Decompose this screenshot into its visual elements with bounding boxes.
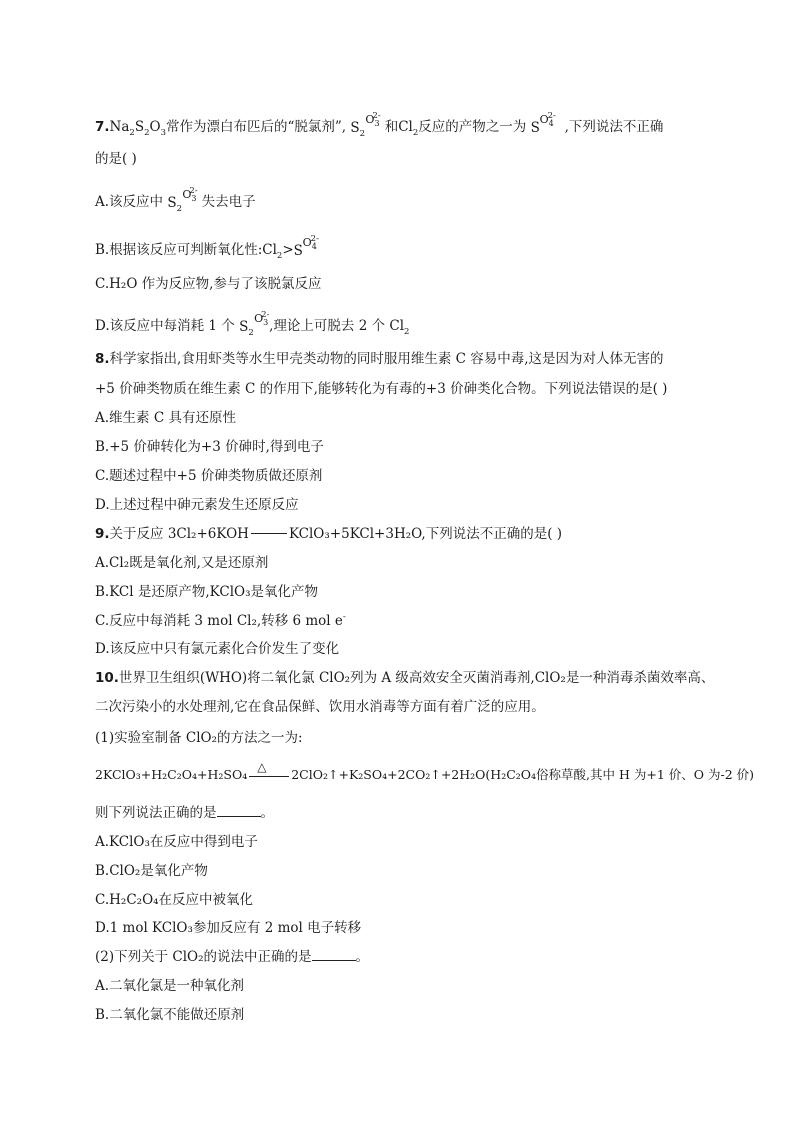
q8-stem-line1 xyxy=(95,350,664,368)
q9-option-b: B.KCl 是还原产物,KClO₃是氧化产物 xyxy=(95,584,319,600)
thiosulfate-ion: $S_2$ $O_3$ 2- xyxy=(239,310,270,338)
sulfate-ion: S $O_4$ 2- xyxy=(530,111,556,136)
q7-text: 3 xyxy=(160,128,166,138)
q10-equation: 2KClO₃+H₂C₂O₄+H₂SO₄ △ 2ClO₂↑+K₂SO₄+2CO₂↑+2H₂O(H₂C₂O₄俗称草酸,其中 H 为+1 价、O 为-2 价) xyxy=(95,760,755,782)
answer-blank[interactable] xyxy=(312,948,356,961)
q10-option-c: C.H₂C₂O₄在反应中被氧化 xyxy=(95,892,254,908)
q8-option-c: C.题述过程中+5 价砷类物质做还原剂 xyxy=(95,468,323,484)
answer-blank[interactable] xyxy=(217,804,261,817)
q10-option-d: D.1 mol KClO₃参加反应有 2 mol 电子转移 xyxy=(95,920,362,936)
q9-number: 9. xyxy=(95,526,110,542)
q7-text: Na xyxy=(109,119,130,135)
q7-option-b: B.根据该反应可判断氧化性$:Cl_2>$ S $O_4$ 2- xyxy=(95,241,328,261)
q10-ask-1: 则下列说法正确的是 。 xyxy=(95,805,274,821)
q7-stem-line2: 的是( ) xyxy=(95,151,137,167)
q10-subquestion-2: (2)下列关于 ClO₂的说法中正确的是 。 xyxy=(95,949,370,965)
q8-number: 8. xyxy=(95,351,110,367)
q7-text: 2 xyxy=(144,128,150,138)
q8-option-a: A.维生素 C 具有还原性 xyxy=(95,410,236,426)
q7-option-a: A.该反应中 $S_2$ $O_3$ 2- 失去电子 xyxy=(95,186,256,214)
q9-stem: 9.关于反应 3Cl₂+6KOH KClO₃+5KCl+3H₂O,下列说法不正确的是( ) xyxy=(95,526,563,542)
thiosulfate-ion: $S_2$ $O_3$ 2- xyxy=(167,186,198,214)
sulfate-ion: S $O_4$ 2- xyxy=(293,234,319,259)
q10-number: 10. xyxy=(95,670,119,686)
q10-option-b: B.ClO₂是氧化产物 xyxy=(95,863,208,879)
q8-option-b: B.+5 价砷转化为+3 价砷时,得到电子 xyxy=(95,439,324,455)
q8-text: 科学家指出,食用虾类等水生甲壳类动物的同时服用维生素 C 容易中毒,这是因为对人体无害的 xyxy=(109,351,664,367)
q7-text: 反应的产物之一为 xyxy=(418,119,531,135)
q8-option-d: D.上述过程中砷元素发生还原反应 xyxy=(95,497,299,513)
q10-option-b2: B.二氧化氯不能做还原剂 xyxy=(95,1007,245,1023)
q9-option-c: C.反应中每消耗 3 mol Cl₂,转移 6 mol e- xyxy=(95,612,346,629)
q7-text: 常作为漂白布匹后的“脱氯剂”, xyxy=(166,119,347,135)
q9-option-d: D.该反应中只有氯元素化合价发生了变化 xyxy=(95,641,340,657)
q7-text: 2 xyxy=(129,128,135,138)
q10-subquestion-1: (1)实验室制备 ClO₂的方法之一为: xyxy=(95,730,303,746)
q7-text: 2 xyxy=(412,128,419,138)
q10-stem-line1: 10.世界卫生组织(WHO)将二氧化氯 ClO₂列为 A 级高效安全灭菌消毒剂,ClO₂是一种消毒杀菌效率高、 xyxy=(95,670,715,686)
q7-stem-line1 xyxy=(95,111,664,139)
q7-text: ,下列说法不正确 xyxy=(564,119,664,135)
heating-condition: △ xyxy=(247,766,291,784)
q10-stem-line2: 二次污染小的水处理剂,它在食品保鲜、饮用水消毒等方面有着广泛的应用。 xyxy=(95,699,545,715)
q7-text: S xyxy=(134,119,145,135)
q7-text: O xyxy=(149,119,161,135)
q7-number: 7. xyxy=(95,119,110,135)
q10-option-a2: A.二氧化氯是一种氧化剂 xyxy=(95,978,245,994)
thiosulfate-ion: $S_2$ $O_3$ 2- xyxy=(350,111,381,139)
q7-text: 和Cl xyxy=(384,119,413,135)
q7-option-d: D.该反应中每消耗 1 个 $S_2$ $O_3$ 2- ,理论上可脱去 2 个 $Cl_2$ xyxy=(95,310,410,338)
q9-option-a: A.Cl₂既是氧化剂,又是还原剂 xyxy=(95,555,269,571)
q10-option-a: A.KClO₃在反应中得到电子 xyxy=(95,834,258,850)
q7-option-c: C.H₂O 作为反应物,参与了该脱氯反应 xyxy=(95,276,322,292)
q8-stem-line2: +5 价砷类物质在维生素 C 的作用下,能够转化为有毒的+3 价砷类化合物。下列说法错误的是( ) xyxy=(95,381,668,397)
reaction-equals-sign xyxy=(251,533,287,534)
